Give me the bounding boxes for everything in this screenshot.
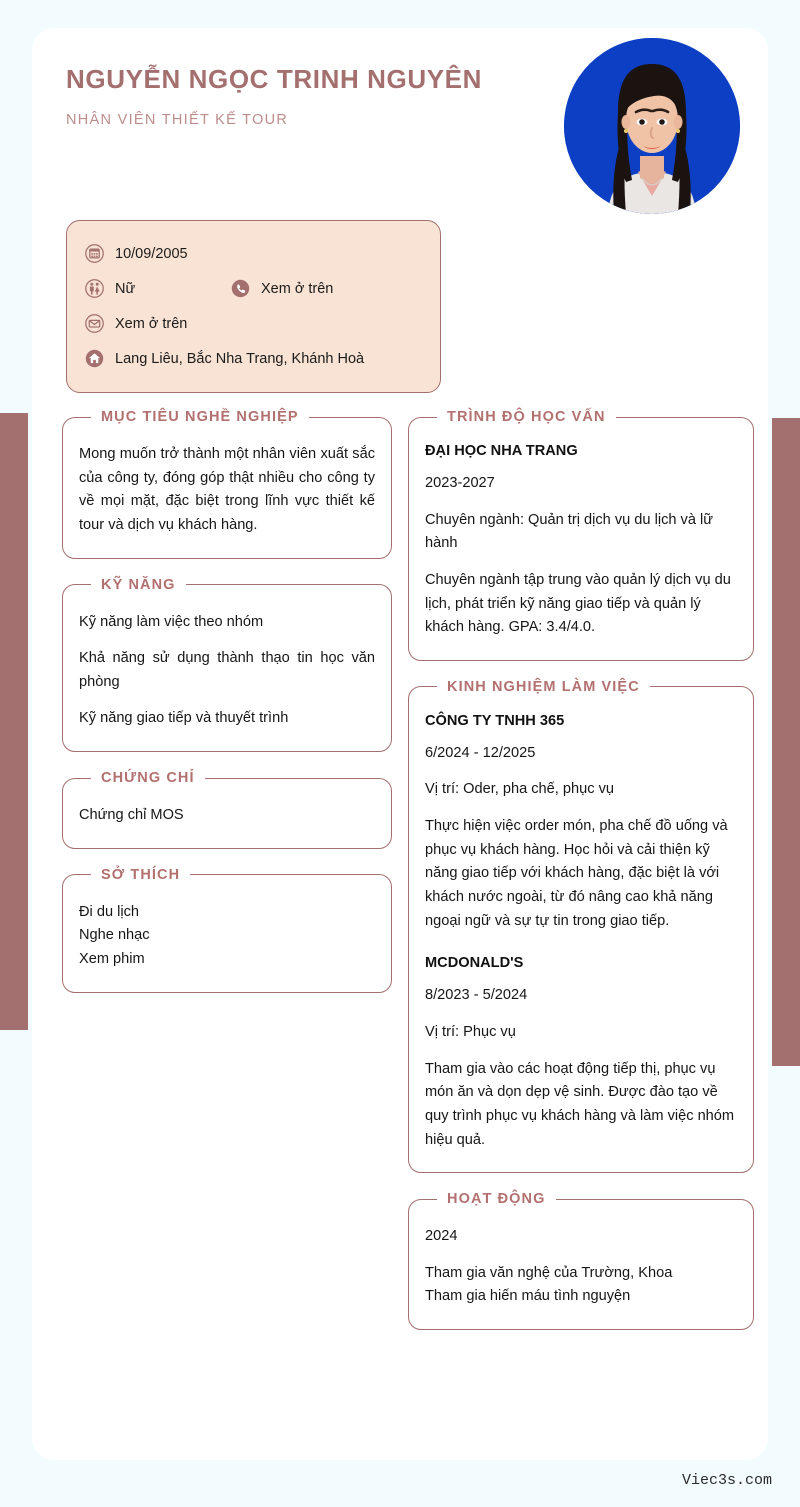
gender-icon	[85, 279, 104, 298]
contact-email	[85, 314, 187, 333]
education-description: Chuyên ngành tập trung vào quản lý dịch vụ du lịch, phát triển kỹ năng giao tiếp và quản lý khách hàng. GPA: 3.4/4.0.	[425, 571, 731, 636]
experience-period: 8/2023 - 5/2024	[425, 987, 528, 1004]
contact-gender	[85, 279, 231, 298]
skill-item: Khả năng sử dụng thành thạo tin học văn phòng	[79, 650, 375, 690]
education-period: 2023-2027	[425, 475, 495, 491]
left-column	[62, 409, 392, 1011]
cv-header	[32, 28, 768, 214]
envelope-icon	[85, 314, 104, 333]
section-experience	[408, 679, 754, 1173]
contact-address-value: Lang Liêu, Bắc Nha Trang, Khánh Hoà	[115, 350, 365, 367]
activity-item: Tham gia văn nghệ của Trường, Khoa	[425, 1264, 673, 1281]
watermark: Viec3s.com	[681, 1472, 772, 1489]
contact-row-gender-phone	[85, 271, 422, 306]
portrait-photo	[564, 38, 740, 214]
section-heading-education: TRÌNH ĐỘ HỌC VẤN	[447, 409, 606, 425]
decorative-bar-left	[0, 413, 28, 1030]
certificate-item: Chứng chỉ MOS	[79, 807, 184, 824]
contact-row-address	[85, 341, 422, 376]
experience-entry	[425, 713, 737, 933]
section-heading-skills: KỸ NĂNG	[101, 576, 176, 593]
objective-text: Mong muốn trở thành một nhân viên xuất sắc của công ty, đóng góp thật nhiều cho công ty về mọi mặt, đặc biệt trong lĩnh vực thiết kế tour và dịch vụ khách hàng.	[79, 446, 375, 533]
education-school: ĐẠI HỌC NHA TRANG	[425, 443, 578, 459]
section-activities	[408, 1191, 754, 1330]
experience-position: Vị trí: Phục vụ	[425, 1023, 516, 1040]
contact-row-birthday	[85, 236, 422, 271]
section-interests	[62, 867, 392, 993]
interest-item: Nghe nhạc	[79, 927, 150, 944]
cv-card	[32, 28, 768, 1460]
contact-birthday	[85, 244, 188, 263]
experience-period: 6/2024 - 12/2025	[425, 744, 536, 761]
experience-description: Tham gia vào các hoạt động tiếp thị, phục vụ món ăn và dọn dẹp vệ sinh. Được đào tạo về quy trình phục vụ khách hàng và làm việc nhóm hiệu quả.	[425, 1060, 735, 1148]
education-major: Chuyên ngành: Quản trị dịch vụ du lịch và lữ hành	[425, 511, 714, 552]
contact-email-value: Xem ở trên	[115, 315, 188, 332]
contact-gender-value: Nữ	[115, 280, 136, 297]
decorative-bar-right	[772, 418, 800, 1066]
experience-position: Vị trí: Oder, pha chế, phục vụ	[425, 781, 615, 798]
job-title: NHÂN VIÊN THIẾT KẾ TOUR	[66, 111, 289, 128]
phone-icon	[231, 279, 250, 298]
section-heading-activities: HOẠT ĐỘNG	[447, 1191, 546, 1208]
cv-body	[32, 393, 768, 1348]
contact-info-box	[66, 220, 441, 393]
experience-entry	[425, 955, 737, 1152]
interest-item: Đi du lịch	[79, 903, 140, 920]
section-heading-interests: SỞ THÍCH	[101, 866, 181, 883]
section-skills	[62, 577, 392, 753]
section-education	[408, 409, 754, 661]
experience-company: MCDONALD'S	[425, 955, 524, 972]
contact-row-email	[85, 306, 422, 341]
right-column	[408, 409, 754, 1348]
page-title: NGUYỄN NGỌC TRINH NGUYÊN	[66, 64, 482, 94]
contact-phone-value: Xem ở trên	[261, 280, 334, 297]
section-certificates	[62, 770, 392, 849]
activity-year: 2024	[425, 1228, 458, 1245]
skill-item: Kỹ năng làm việc theo nhóm	[79, 613, 264, 630]
contact-birthday-value: 10/09/2005	[115, 245, 188, 262]
experience-description: Thực hiện việc order món, pha chế đồ uống và phục vụ khách hàng. Học hỏi và cải thiện kỹ năng giao tiếp với khách hàng, đặc biệt là với khách nước ngoài, từ đó nâng cao khả năng ngoại ngữ và sự tự tin trong giao tiếp.	[425, 818, 728, 929]
skill-item: Kỹ năng giao tiếp và thuyết trình	[79, 710, 289, 727]
activity-item: Tham gia hiến máu tình nguyện	[425, 1288, 631, 1305]
contact-address	[85, 349, 364, 368]
section-heading-certificates: CHỨNG CHỈ	[101, 770, 195, 787]
avatar	[564, 38, 740, 214]
home-icon	[85, 349, 104, 368]
calendar-icon	[85, 244, 104, 263]
section-objective	[62, 409, 392, 559]
section-heading-experience: KINH NGHIỆM LÀM VIỆC	[447, 678, 640, 695]
interest-item: Xem phim	[79, 951, 145, 968]
education-entry	[425, 443, 737, 640]
experience-company: CÔNG TY TNHH 365	[425, 712, 565, 729]
contact-phone	[231, 279, 333, 298]
section-heading-objective: MỤC TIÊU NGHỀ NGHIỆP	[101, 409, 299, 425]
